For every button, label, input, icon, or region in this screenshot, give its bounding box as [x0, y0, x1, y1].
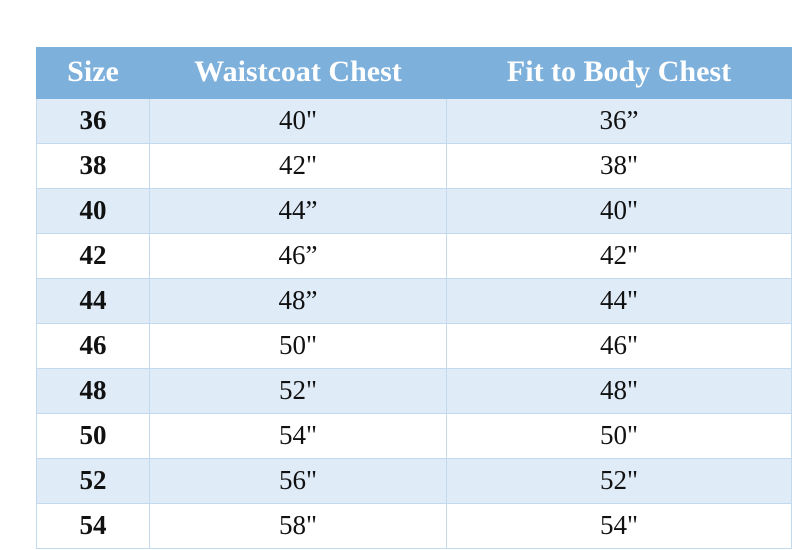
cell-waistcoat-chest: 52": [150, 369, 447, 414]
table-row: [37, 459, 792, 504]
table-body: [37, 99, 792, 549]
table-row: [37, 234, 792, 279]
cell-waistcoat-chest: 40": [150, 99, 447, 144]
cell-waistcoat-chest: 54": [150, 414, 447, 459]
cell-size: 36: [37, 99, 150, 144]
table-row: [37, 324, 792, 369]
cell-fit-to-body-chest: 36”: [447, 99, 792, 144]
table-header: [37, 48, 792, 99]
cell-waistcoat-chest: 48”: [150, 279, 447, 324]
column-header-size: Size: [37, 48, 150, 99]
table-row: [37, 144, 792, 189]
cell-waistcoat-chest: 44”: [150, 189, 447, 234]
cell-size: 42: [37, 234, 150, 279]
cell-fit-to-body-chest: 44": [447, 279, 792, 324]
table-row: [37, 414, 792, 459]
cell-fit-to-body-chest: 54": [447, 504, 792, 549]
cell-fit-to-body-chest: 46": [447, 324, 792, 369]
cell-fit-to-body-chest: 42": [447, 234, 792, 279]
table-row: [37, 279, 792, 324]
cell-size: 44: [37, 279, 150, 324]
table-row: [37, 99, 792, 144]
cell-waistcoat-chest: 50": [150, 324, 447, 369]
cell-waistcoat-chest: 46”: [150, 234, 447, 279]
column-header-fit-to-body-chest: Fit to Body Chest: [447, 48, 792, 99]
cell-size: 40: [37, 189, 150, 234]
cell-waistcoat-chest: 58": [150, 504, 447, 549]
cell-size: 54: [37, 504, 150, 549]
column-header-waistcoat-chest: Waistcoat Chest: [150, 48, 447, 99]
cell-fit-to-body-chest: 52": [447, 459, 792, 504]
cell-size: 46: [37, 324, 150, 369]
size-chart-table-wrapper: [36, 47, 764, 549]
cell-size: 48: [37, 369, 150, 414]
cell-fit-to-body-chest: 38": [447, 144, 792, 189]
size-chart-table: [36, 47, 792, 549]
table-row: [37, 369, 792, 414]
cell-fit-to-body-chest: 40": [447, 189, 792, 234]
cell-size: 38: [37, 144, 150, 189]
table-header-row: [37, 48, 792, 99]
cell-waistcoat-chest: 56": [150, 459, 447, 504]
cell-fit-to-body-chest: 48": [447, 369, 792, 414]
cell-fit-to-body-chest: 50": [447, 414, 792, 459]
cell-size: 50: [37, 414, 150, 459]
cell-waistcoat-chest: 42": [150, 144, 447, 189]
cell-size: 52: [37, 459, 150, 504]
table-row: [37, 504, 792, 549]
table-row: [37, 189, 792, 234]
